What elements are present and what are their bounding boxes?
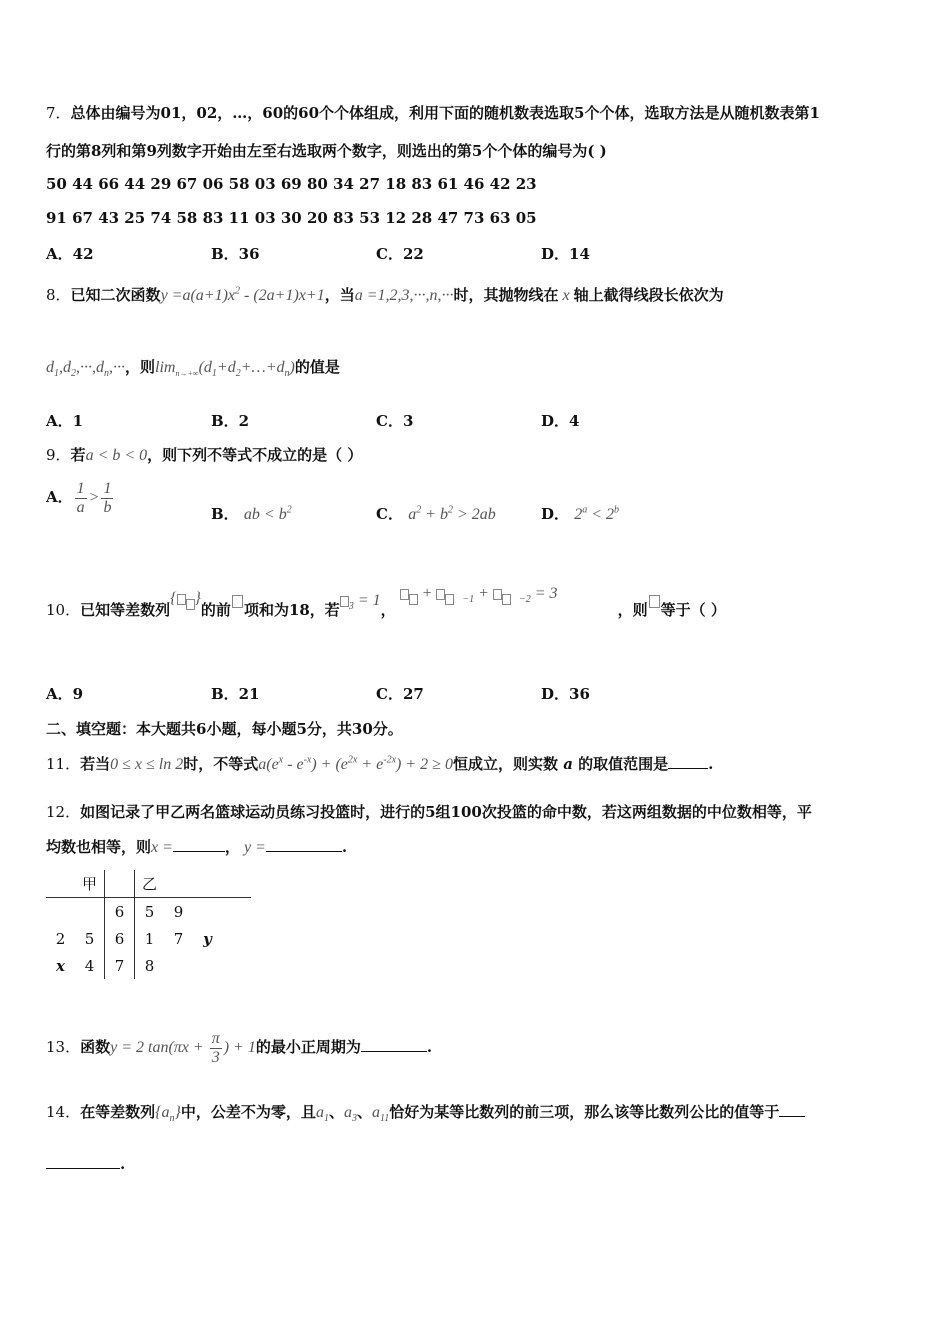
q9-number: 9． xyxy=(46,446,71,464)
q10-option-c: C．27 xyxy=(376,685,424,703)
q10-text2: 的前 xyxy=(200,601,231,619)
q14-answer-blank-part1[interactable] xyxy=(779,1116,805,1117)
q10-line1: 10．已知等差数列{ }的前 项和为18，若 $_3$ = 1， + $_{-1}$ + $_{-2}$ = 3 ，则 等于（ ） xyxy=(46,585,726,619)
table-cell: 5 xyxy=(84,929,95,948)
q7-number: 7． xyxy=(46,104,71,122)
q9-option-a-formula: $\frac{1}{a}$ > $\frac{1}{b}$ xyxy=(76,480,112,516)
q7-random-row1: 50 44 66 44 29 67 06 58 03 69 80 34 27 18 83 61 46 42 23 xyxy=(46,175,537,193)
table-cell: 5 xyxy=(144,902,155,921)
q7-option-c: C．22 xyxy=(376,245,424,263)
q11-inequality: $a(e^x - e^{-x}) + (e^{2x} + e^{-2x}) + 2 \ge 0$ xyxy=(258,754,453,773)
q7-option-d: D．14 xyxy=(541,245,590,263)
q9-condition: a < b < 0 xyxy=(85,447,148,464)
q9-option-a-label: A． xyxy=(46,488,73,507)
q14-a11: $a_{11}$ xyxy=(371,1104,390,1125)
q14-line2 xyxy=(46,1155,125,1173)
q9-option-b-label: B． xyxy=(211,505,239,523)
table-cell: 1 xyxy=(144,929,155,948)
q12-stem-leaf-table xyxy=(46,870,251,979)
q10-text6: 等于（ ） xyxy=(660,601,726,619)
q12-line2 xyxy=(46,836,347,857)
q12-x-answer-blank[interactable] xyxy=(173,851,225,852)
q12-text1: 如图记录了甲乙两名篮球运动员练习投篮时，进行的5组100次投篮的命中数，若这两组数据的中位数相等，平 xyxy=(80,803,812,821)
table-cell: 6 xyxy=(105,898,135,926)
q9-option-d-formula: $2^a < 2^b$ xyxy=(574,504,620,523)
table-cell: x xyxy=(56,956,65,975)
q7-text1: 总体由编号为01，02，…，60的60个个体组成，利用下面的随机数表选取5个个体，选取方法是从随机数表第1 xyxy=(70,104,820,122)
q14-text5: 恰好为某等比数列的前三项，那么该等比数列公比的值等于 xyxy=(389,1103,780,1121)
q11-line1: 11．若当0 ≤ x ≤ ln 2时，不等式$a(e^x - e^{-x}) + (e^{2x} + e^{-2x}) + 2 \ge 0$恒成立，则实数 a 的取值范围是 . xyxy=(46,754,714,773)
q12-x-symbol: x = xyxy=(151,839,173,856)
q12-line1 xyxy=(46,801,812,822)
q13-function-formula: y = 2 tan(πx + $\frac{\pi}{3}$ ) + 1 xyxy=(110,1030,256,1066)
table-cell: 7 xyxy=(173,929,184,948)
q10-condition1: $_3$ = 1 xyxy=(340,592,381,609)
table-cell xyxy=(222,925,251,952)
q13-line1 xyxy=(46,1030,432,1067)
table-cell: 2 xyxy=(55,929,66,948)
q9-text1: 若 xyxy=(70,446,86,464)
q8-option-a: A．1 xyxy=(46,412,84,430)
table-cell xyxy=(193,952,222,979)
q7-option-b: B．36 xyxy=(211,245,260,263)
section-2-heading: 二、填空题：本大题共6小题，每小题5分，共30分。 xyxy=(46,720,403,738)
q7-line1 xyxy=(46,102,820,123)
q10-n-symbol xyxy=(232,595,243,608)
q8-function-formula: $y =a(a+1)x^2 - (2a+1)x+1$ xyxy=(160,285,325,304)
q8-text2: ，当 xyxy=(324,286,355,304)
q11-text3: 恒成立，则实数 xyxy=(452,755,558,773)
table-cell xyxy=(164,952,193,979)
q8-x-axis: x xyxy=(558,287,574,304)
q11-number: 11． xyxy=(46,755,81,773)
q8-option-b: B．2 xyxy=(211,412,250,430)
q9-line1 xyxy=(46,444,362,465)
q11-text4: 的取值范围是 xyxy=(578,755,669,773)
table-cell xyxy=(193,898,222,926)
table-row xyxy=(46,870,251,898)
table-cell xyxy=(222,898,251,926)
q11-answer-blank[interactable] xyxy=(668,768,708,769)
q8-limit-formula: $\lim_{n\to+\infty}(d_1+d_2+\dots+d_n)$ xyxy=(155,359,295,380)
table-row xyxy=(46,898,251,926)
q14-answer-blank-part2[interactable] xyxy=(46,1168,120,1169)
table-cell: 6 xyxy=(105,925,135,952)
q8-text1: 已知二次函数 xyxy=(70,286,161,304)
q14-text1: 在等差数列 xyxy=(80,1103,156,1121)
q12-y-answer-blank[interactable] xyxy=(266,851,342,852)
q7-line2: 行的第8列和第9列数字开始由左至右选取两个数字，则选出的第5个个体的编号为( ) xyxy=(46,142,607,160)
table-cell: 7 xyxy=(105,952,135,979)
q9-option-d-label: D． xyxy=(541,505,570,523)
q8-a-values: a =1,2,3,···,n,··· xyxy=(354,287,454,304)
table-row xyxy=(46,925,251,952)
q10-n-symbol2 xyxy=(649,595,660,608)
q12-y-symbol: y = xyxy=(239,839,266,856)
q11-text5: . xyxy=(708,755,714,773)
q12-header-jia: 甲 xyxy=(75,870,105,898)
q9-option-b xyxy=(211,503,292,524)
q9-option-c xyxy=(376,503,496,524)
q9-option-d xyxy=(541,503,619,524)
q9-option-c-label: C． xyxy=(376,505,403,523)
q10-text4: ， xyxy=(380,601,396,619)
q10-number: 10． xyxy=(46,601,81,619)
q12-text2: 均数也相等，则 xyxy=(46,838,152,856)
q14-a3: $a_3$ xyxy=(343,1104,357,1125)
q10-option-b: B．21 xyxy=(211,685,260,703)
q11-text1: 若当 xyxy=(80,755,111,773)
q13-text3: . xyxy=(426,1038,433,1057)
table-cell: 9 xyxy=(173,902,184,921)
q13-text2: 的最小正周期为 xyxy=(255,1038,361,1057)
q8-text3: 时，其抛物线在 xyxy=(453,286,559,304)
q14-line1 xyxy=(46,1101,805,1124)
q12-number: 12． xyxy=(46,803,81,821)
q13-text1: 函数 xyxy=(80,1038,111,1057)
q13-number: 13． xyxy=(46,1038,81,1057)
q9-option-c-formula: $a^2 + b^2 > 2ab$ xyxy=(408,504,496,523)
q8-line1 xyxy=(46,284,724,305)
q11-range: 0 ≤ x ≤ ln 2 xyxy=(110,756,184,773)
table-cell: 8 xyxy=(144,956,155,975)
q10-sequence-symbol: { } xyxy=(170,590,201,607)
q8-number: 8． xyxy=(46,286,71,304)
q8-text4: 轴上截得线段长依次为 xyxy=(573,286,724,304)
q10-option-d: D．36 xyxy=(541,685,590,703)
q8-text6: 的值是 xyxy=(294,358,340,376)
q14-sequence-symbol: $\{a_n\}$ xyxy=(155,1104,181,1125)
table-cell: y xyxy=(203,929,212,948)
q7-random-row2: 91 67 43 25 74 58 83 11 03 30 20 83 53 12 28 47 73 63 05 xyxy=(46,209,537,227)
q12-text3: ， xyxy=(224,838,240,856)
q14-text2: 中，公差不为零，且 xyxy=(180,1103,316,1121)
q11-text2: 时，不等式 xyxy=(183,755,259,773)
table-cell xyxy=(222,952,251,979)
table-cell xyxy=(75,898,105,926)
q10-text5: ，则 xyxy=(617,601,648,619)
q7-option-a: A．42 xyxy=(46,245,94,263)
q8-d-sequence: $d_1,d_2,\cdot\cdot\cdot,d_n,\cdot\cdot\cdot$ xyxy=(46,359,125,380)
table-cell xyxy=(46,898,75,926)
q10-text1: 已知等差数列 xyxy=(80,601,171,619)
q14-text6: . xyxy=(120,1155,126,1173)
q12-header-yi: 乙 xyxy=(135,870,165,898)
q10-text3: 项和为18，若 xyxy=(243,601,340,619)
table-cell: 4 xyxy=(84,956,95,975)
q9-option-a xyxy=(46,480,115,517)
q9-text2: ，则下列不等式不成立的是（ ） xyxy=(147,446,363,464)
table-row xyxy=(46,952,251,979)
q12-text4: . xyxy=(341,838,348,856)
q8-option-c: C．3 xyxy=(376,412,414,430)
q8-line2 xyxy=(46,356,340,379)
q8-option-d: D．4 xyxy=(541,412,580,430)
q14-number: 14． xyxy=(46,1103,81,1121)
q13-answer-blank[interactable] xyxy=(361,1051,427,1052)
q14-text3: 、 xyxy=(328,1103,344,1121)
q8-text5: ，则 xyxy=(125,358,156,376)
q10-option-a: A．9 xyxy=(46,685,84,703)
q14-a1: $a_1$ xyxy=(315,1104,329,1125)
q9-option-b-formula: ab < $b^2$ xyxy=(243,504,292,523)
q14-text4: 、 xyxy=(356,1103,372,1121)
